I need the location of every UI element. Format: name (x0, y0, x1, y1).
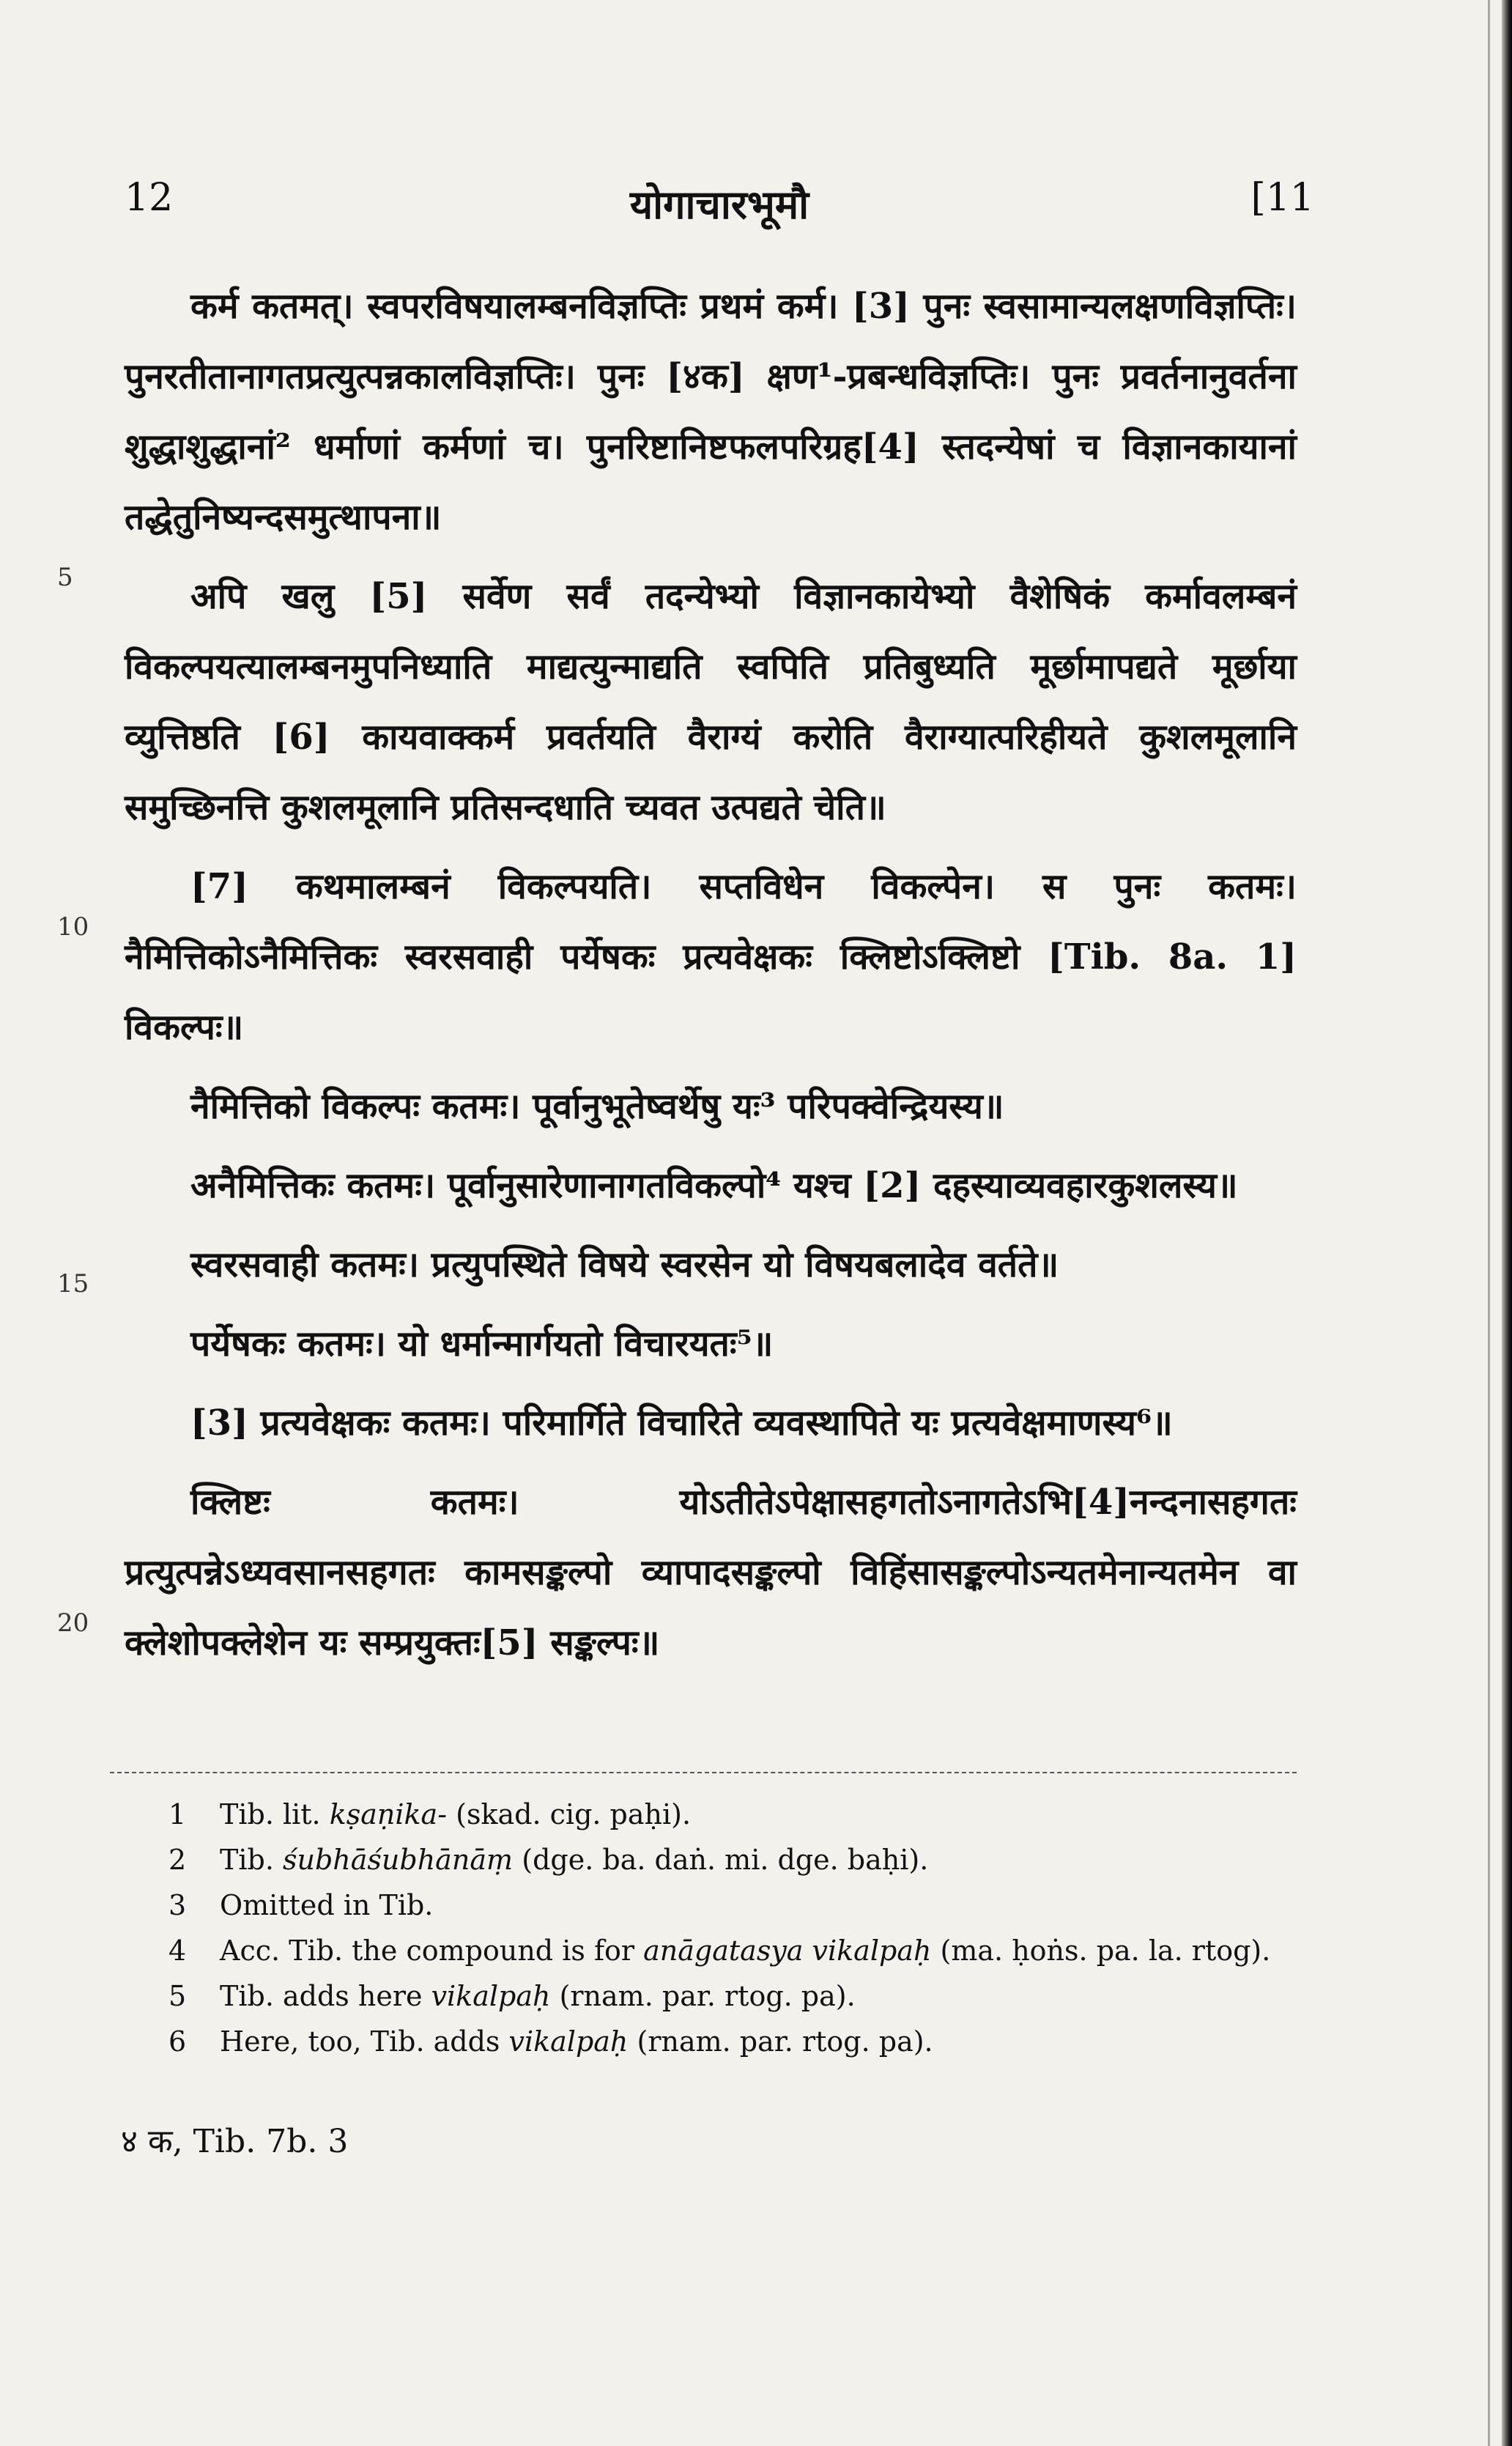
footnote-text: Here, too, Tib. adds (220, 2025, 509, 2058)
footnote-text: (rnam. par. rtog. pa). (628, 2025, 933, 2058)
running-header (125, 176, 1314, 234)
folio-reference: ४ क, Tib. 7b. 3 (121, 2123, 349, 2160)
footnote-term: vikalpaḥ (431, 1980, 551, 2012)
footnote-term: vikalpaḥ (508, 2025, 629, 2058)
footnote-text: Tib. lit. (220, 1798, 330, 1830)
footnote-text: Tib. adds here (220, 1980, 431, 2012)
paragraph: क्लिष्टः कतमः। योऽतीतेऽपेक्षासहगतोऽनागतेऽभि[4]नन्दनासहगतः प्रत्युत्पन्नेऽध्यवसानसहगतः कामसङ्कल्पो व्यापादसङ्कल्पो विहिंसासङ्कल्पोऽन्यतमेनान्यतमेन वा क्लेशोपक्लेशेन यः सम्प्रयुक्तः[5] सङ्कल्पः॥ (125, 1482, 1297, 1663)
footnote-number: 4 (168, 1935, 187, 1967)
footnote-term: anāgatasya vikalpaḥ (643, 1935, 932, 1967)
footnote (168, 1792, 1311, 1837)
footnote-term: kṣaṇika- (329, 1798, 448, 1830)
footnote-text: (rnam. par. rtog. pa). (550, 1980, 856, 2012)
paragraph: अपि खलु [5] सर्वेण सर्वं तदन्येभ्यो विज्ञानकायेभ्यो वैशेषिकं कर्मावलम्बनं विकल्पयत्यालम्बनमुपनिध्याति माद्यत्युन्माद्यति स्वपिति प्रतिबुध्यति मूर्छामापद्यते मूर्छाया व्युत्तिष्ठति [6] कायवाक्कर्म प्रवर्तयति वैराग्यं करोति वैराग्यात्परिहीयते कुशलमूलानि समुच्छिनत्ति कुशलमूलानि प्रतिसन्दधाति च्यवत उत्पद्यते चेति॥ (125, 576, 1297, 828)
footnote (168, 1882, 1311, 1928)
page-title: योगाचारभूमौ (629, 181, 809, 228)
footnote-text: (skad. cig. paḥi). (447, 1798, 692, 1830)
paragraph: कर्म कतमत्। स्वपरविषयालम्बनविज्ञप्तिः प्रथमं कर्म। [3] पुनः स्वसामान्यलक्षणविज्ञप्तिः। पुनरतीतानागतप्रत्युत्पन्नकालविज्ञप्तिः। पुनः [४क] क्षण¹-प्रबन्धविज्ञप्तिः। पुनः प्रवर्तनानुवर्तना शुद्धाशुद्धानां² धर्माणां कर्मणां च। पुनरिष्टानिष्टफलपरिग्रह[4] स्तदन्येषां च विज्ञानकायानां तद्धेतुनिष्यन्दसमुत्थापना॥ (125, 286, 1297, 538)
footnote (168, 1928, 1311, 1973)
footnotes (168, 1792, 1311, 2064)
paragraph: [3] प्रत्यवेक्षकः कतमः। परिमार्गिते विचारिते व्यवस्थापिते यः प्रत्यवेक्षमाणस्य⁶॥ (190, 1403, 1173, 1444)
main-text (125, 271, 1297, 1687)
paragraph: स्वरसवाही कतमः। प्रत्युपस्थिते विषये स्वरसेन यो विषयबलादेव वर्तते॥ (190, 1244, 1059, 1285)
footnote-number: 2 (168, 1844, 187, 1876)
footnote-text: Acc. Tib. the compound is for (220, 1935, 644, 1967)
paragraph: अनैमित्तिकः कतमः। पूर्वानुसारेणानागतविकल्पो⁴ यश्च [2] दहस्याव्यवहारकुशलस्य॥ (190, 1165, 1238, 1206)
paragraph: नैमित्तिको विकल्पः कतमः। पूर्वानुभूतेष्वर्थेषु यः³ परिपक्वेन्द्रियस्य॥ (190, 1086, 1004, 1127)
paragraph: पर्येषकः कतमः। यो धर्मान्मार्गयतो विचारयतः⁵॥ (190, 1323, 774, 1364)
footnote-number: 3 (168, 1889, 187, 1921)
page-edge-line (1488, 0, 1490, 2446)
footnote-number: 5 (168, 1980, 187, 2012)
section-marker: [11 (1250, 176, 1314, 220)
footnote-number: 6 (168, 2025, 187, 2058)
page-number: 12 (125, 176, 174, 220)
footnote-divider (110, 1772, 1297, 1773)
line-number-5: 5 (57, 563, 73, 592)
footnote-text: (dge. ba. daṅ. mi. dge. baḥi). (513, 1844, 929, 1876)
footnote-text: Tib. (220, 1844, 283, 1876)
footnote (168, 1837, 1311, 1882)
line-number-15: 15 (57, 1269, 89, 1298)
paragraph: [7] कथमालम्बनं विकल्पयति। सप्तविधेन विकल्पेन। स पुनः कतमः। नैमित्तिकोऽनैमित्तिकः स्वरसवाही पर्येषकः प्रत्यवेक्षकः क्लिष्टोऽक्लिष्टो [Tib. 8a. 1] विकल्पः॥ (125, 866, 1297, 1048)
page-edge-shadow (1502, 0, 1512, 2446)
footnote-number: 1 (168, 1798, 187, 1830)
line-number-10: 10 (57, 912, 89, 942)
line-number-20: 20 (57, 1608, 89, 1638)
footnote (168, 2019, 1311, 2064)
footnote (168, 1973, 1311, 2019)
footnote-term: śubhāśubhānāṃ (282, 1844, 514, 1876)
footnote-text: (ma. ḥoṅs. pa. la. rtog). (931, 1935, 1271, 1967)
footnote-text: Omitted in Tib. (220, 1889, 434, 1921)
